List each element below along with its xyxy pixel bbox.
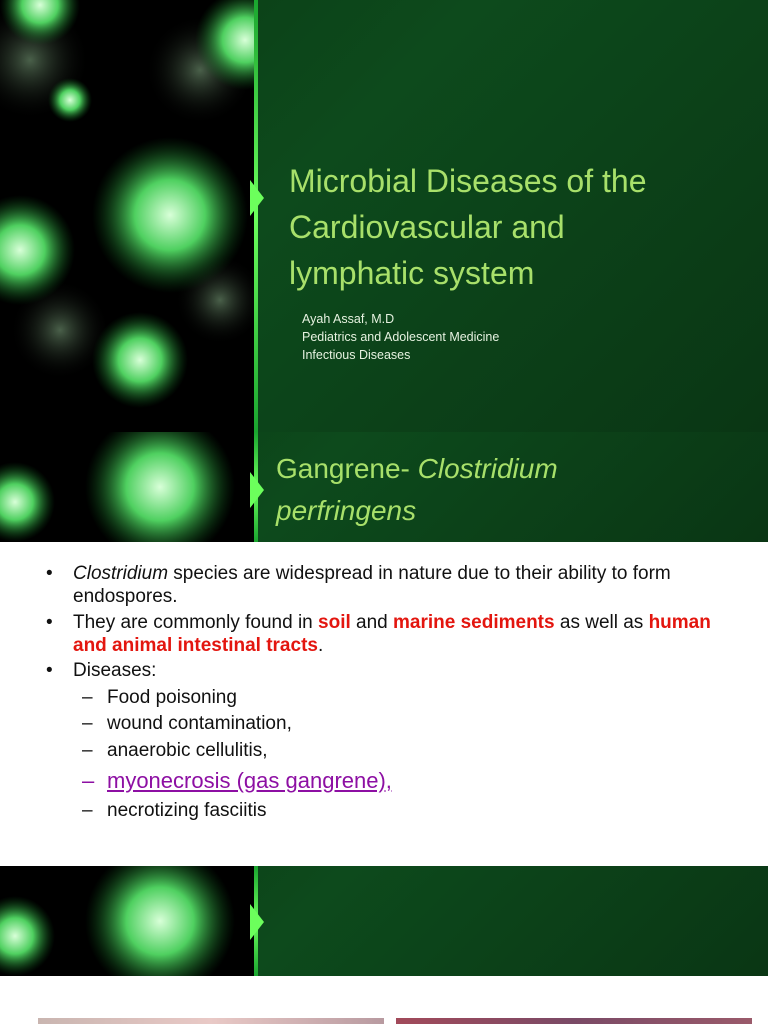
title-line: Microbial Diseases of the	[289, 163, 647, 199]
title-slide	[0, 0, 768, 432]
title-line: Cardiovascular and	[289, 209, 565, 245]
divider-notch	[250, 472, 264, 508]
bullet-text: as well as	[554, 612, 649, 633]
bullet-text: They are commonly found in	[73, 612, 319, 633]
italic-text: Clostridium	[73, 563, 169, 584]
bullet-icon: •	[46, 612, 53, 633]
author-specialty: Infectious Diseases	[302, 348, 411, 362]
title-italic: perfringens	[276, 495, 417, 526]
dash-icon: –	[82, 800, 93, 821]
sub-text: anaerobic cellulitis,	[107, 740, 268, 761]
highlight-soil: soil	[318, 612, 351, 633]
author-department: Pediatrics and Adolescent Medicine	[302, 330, 500, 344]
clinical-image	[396, 1018, 752, 1024]
bullet-text: Diseases:	[73, 660, 157, 681]
microbe-image	[0, 432, 256, 542]
title-plain: Gangrene-	[276, 453, 418, 484]
sub-text-highlight: myonecrosis (gas gangrene),	[107, 768, 392, 793]
divider-notch	[250, 180, 264, 216]
dash-icon: –	[82, 740, 93, 761]
dash-icon: –	[82, 687, 93, 708]
author-name: Ayah Assaf, M.D	[302, 312, 395, 326]
clinical-image	[38, 1018, 384, 1024]
content-slide-header	[0, 432, 768, 542]
author-block	[302, 310, 499, 364]
bullet-text: and	[350, 612, 394, 633]
highlight-intestinal: human and animal intestinal tracts	[73, 612, 711, 656]
dash-icon: –	[82, 713, 93, 734]
title-italic: Clostridium	[417, 453, 558, 484]
highlight-marine: marine sediments	[393, 612, 555, 633]
slide-title	[289, 158, 749, 296]
bullet-text: .	[317, 635, 324, 656]
sub-text: Food poisoning	[107, 687, 237, 708]
bullet-icon: •	[46, 563, 53, 584]
sub-text: necrotizing fasciitis	[107, 800, 267, 821]
divider-bar	[254, 0, 258, 432]
divider-notch	[250, 904, 264, 940]
slide-body	[0, 542, 768, 866]
dash-icon: –	[82, 768, 95, 793]
bullet-text: species are widespread in nature due to their ability to form endospores.	[73, 563, 671, 607]
sub-text: wound contamination,	[107, 713, 292, 734]
slide-title	[276, 448, 756, 532]
title-line: lymphatic system	[289, 255, 535, 291]
next-slide-header	[0, 866, 768, 976]
microbe-image	[0, 0, 256, 432]
bullet-icon: •	[46, 660, 53, 681]
microbe-image	[0, 866, 256, 976]
